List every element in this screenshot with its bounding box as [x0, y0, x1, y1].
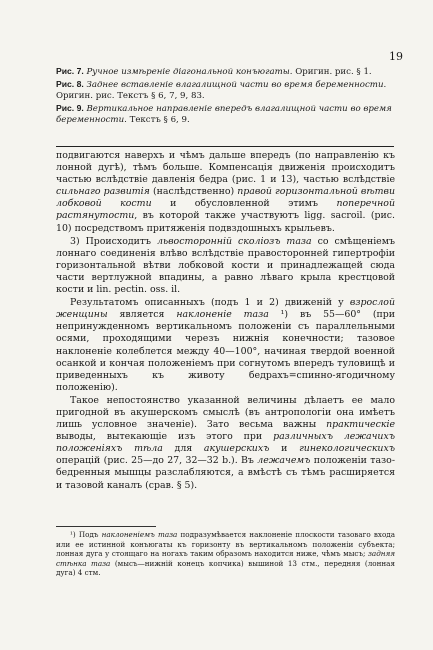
caption-ref: Оригин. рис. § 1. — [292, 67, 372, 77]
caption-ref: Оригин. рис. Текстъ § 6, 7, 9, 83. — [56, 91, 205, 102]
caption-fig-9 — [56, 103, 396, 127]
footnote-text: ¹) Подъ наклоненіемъ таза подразумѣвается наклоненіе плоскости тазоваго входа или ее истинной конъюгаты къ горизонту въ вертикальномъ положеніи субъекта; лонная дуга у стоящаго на ногахъ таким образомъ находится ниже, чѣмъ мысъ; задняя стѣнка таза (мысъ—нижній конецъ копчика) вышиной 13 стм., передняя (лонная дуга) 4 стм. — [56, 530, 395, 578]
footnote — [56, 530, 395, 578]
paragraph-3: Результатомъ описанныхъ (подъ 1 и 2) движеній у взрослой женщины является наклоненіе таза ¹) въ 55—60° (при непринужденномъ вертикальномъ положеніи съ параллельными осями, проходящими черезъ нижнія конечности; тазовое наклоненіе колеблется между 40—100°, начиная твердой военной осанкой и кончая положеніемъ при согнутомъ впередъ туловищѣ и приведенныхъ къ животу бедрахъ=спинно-ягодичному положенію). — [56, 297, 396, 393]
paragraph-1: подвигаются наверхъ и чѣмъ дальше впередъ (по направленію къ лонной дугѣ), тѣмъ больше. Компенсація движенія происходитъ частью вслѣдствіе давленія бедра (рис. 1 и 13), частью вслѣдствіе сильнаго развитія (наслѣдственно) правой горизонтальной вѣтви лобковой кости и обусловленной этимъ поперечной растянутости, въ которой также участвуютъ ligg. sacroil. (рис. 10) посредствомъ притяженія подвздошныхъ крыльевъ. — [56, 150, 395, 234]
paragraph-2: 3) Происходитъ львосторонній сколіозъ таза со смѣщеніемъ лоннаго соединенія влѣво вслѣдствіе правосторонней гипертрофіи горизонтальной вѣтви лобковой кости и принадлежащей сюда части вертлужной впадины, а равно лѣваго крыла крестцовой кости и lin. pectin. oss. il. — [56, 235, 395, 296]
caption-ref: Текстъ § 6, 9. — [126, 115, 190, 126]
body-text — [56, 150, 395, 492]
caption-title: Заднее вставленіе влагалищной части во время беременности. — [86, 79, 387, 90]
caption-label: Рис. 9. — [56, 102, 84, 113]
figure-captions — [56, 66, 396, 127]
caption-divider — [56, 146, 394, 147]
caption-fig-7 — [56, 66, 396, 79]
caption-label: Рис. 8. — [56, 78, 84, 89]
caption-title: Вертикальное направленіе впередъ влагалищной части во время беременности. — [56, 103, 392, 126]
caption-label: Рис. 7. — [56, 66, 84, 76]
paragraph-4: Такое непостоянство указанной величины дѣлаетъ ее мало пригодной въ акушерскомъ смыслѣ (въ антропологіи она имѣетъ лишь условное значеніе). Зато весьма важны практическіе выводы, вытекающіе изъ этого при различныхъ лежачихъ положеніяхъ тѣла для акушерскихъ и гинекологическихъ операцій (рис. 25—до 27, 32—32 b.). Въ лежачемъ положеніи тазо-бедренныя мышцы разслабляются, а вмѣстѣ съ тѣмъ расширяется и тазовой каналъ (срав. § 5). — [56, 394, 395, 491]
page-number: 19 — [389, 50, 403, 63]
caption-title: Ручное измѣреніе діагональной конъюгаты. — [86, 67, 293, 77]
footnote-divider — [56, 526, 156, 527]
caption-fig-8 — [56, 79, 396, 103]
